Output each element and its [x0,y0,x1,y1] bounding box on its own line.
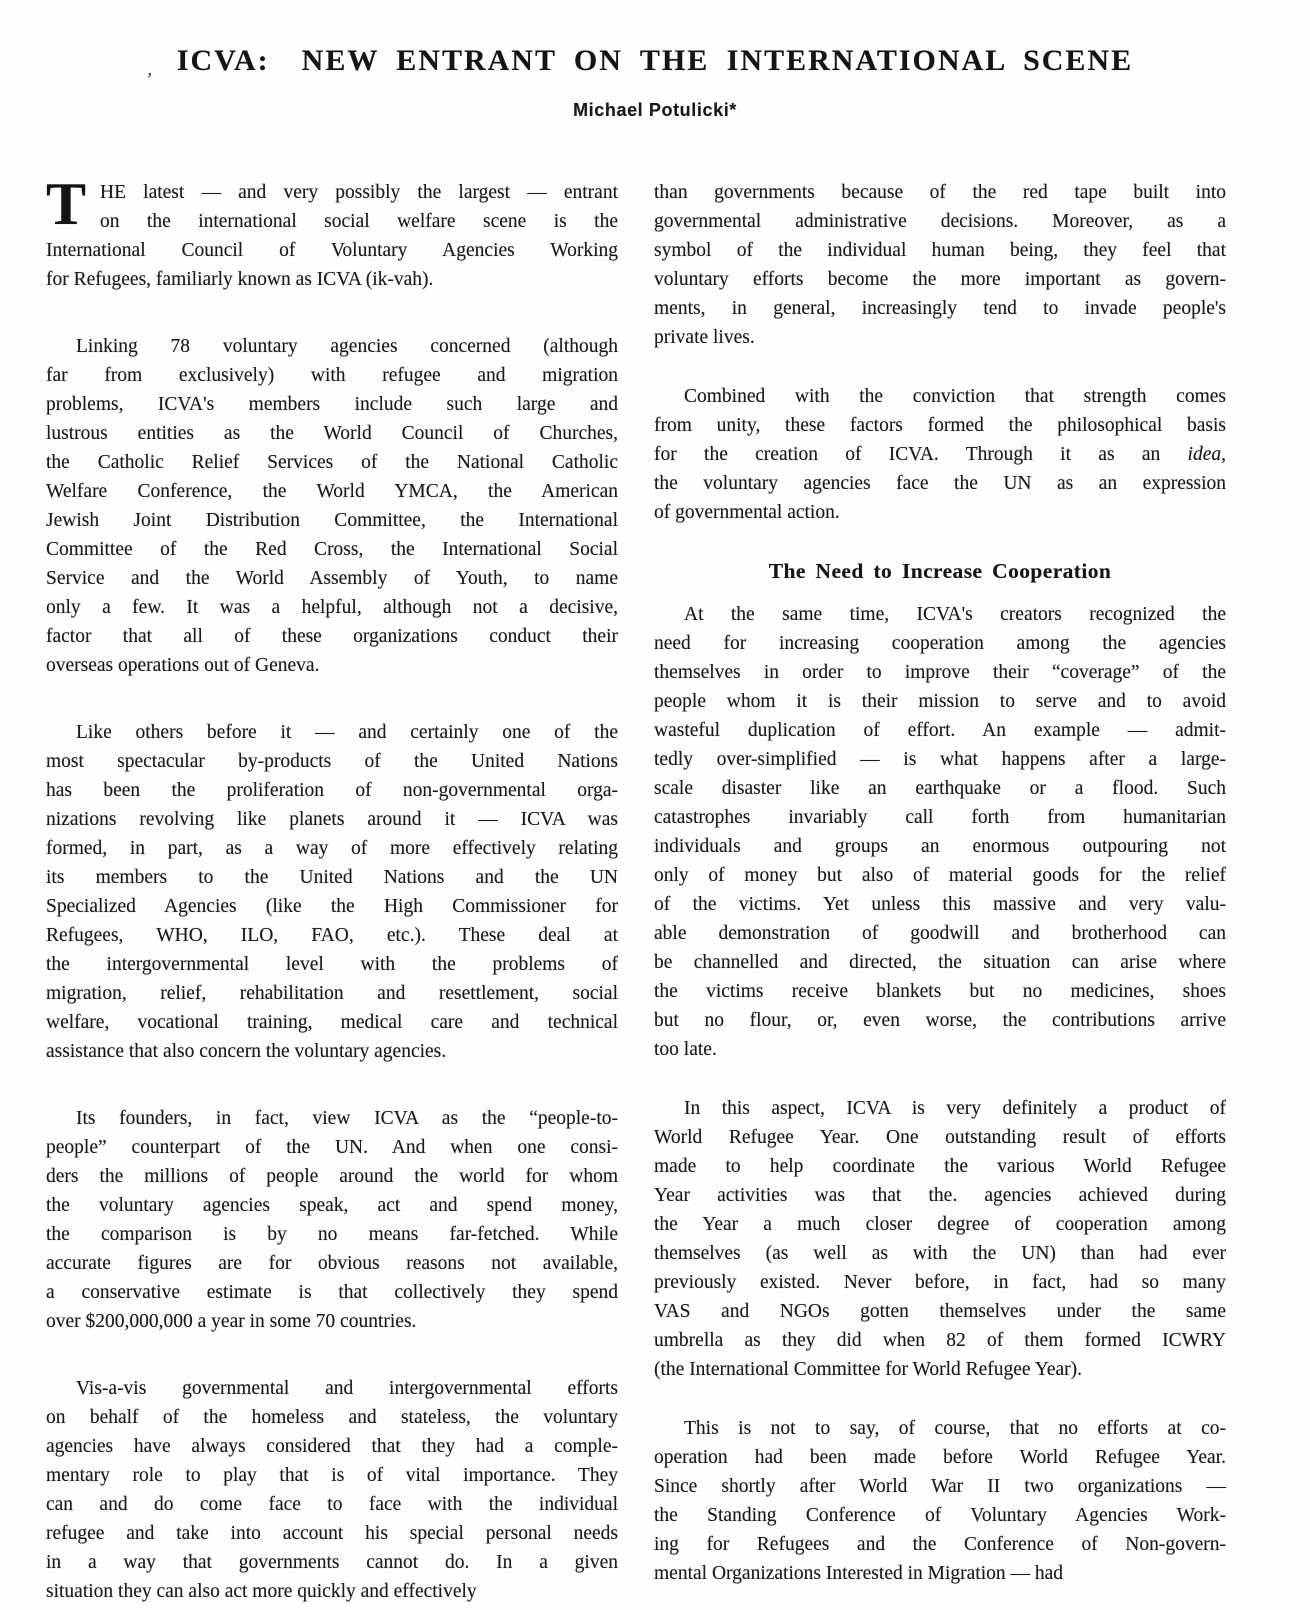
text-line: Combined with the conviction that strength comes [684,386,1226,407]
text-line: Like others before it — and certainly one of the [76,722,618,743]
text-line: nizations revolving like planets around it — ICVA was [46,809,618,830]
text-line: operation had been made before World Refugee Year. [654,1447,1226,1468]
paragraph [654,600,1226,1064]
text-line: has been the proliferation of non-governmental orga- [46,780,618,801]
text-line: welfare, vocational training, medical care and technical [46,1012,618,1033]
text-line: overseas operations out of Geneva. [46,655,320,676]
text-line: for the creation of ICVA. Through it as an idea, [654,444,1226,465]
text-line: for Refugees, familiarly known as ICVA (ik-vah). [46,269,434,290]
text-line: Year activities was that the. agencies achieved during [654,1185,1226,1206]
text-line: people” counterpart of the UN. And when one consi- [46,1137,618,1158]
text-line: umbrella as they did when 82 of them formed ICWRY [654,1330,1226,1351]
article-title: ICVA: NEW ENTRANT ON THE INTERNATIONAL SCENE [176,44,1134,77]
text-line: accurate figures are for obvious reasons not available, [46,1253,618,1274]
paragraph [46,171,618,294]
paragraph [654,1094,1226,1384]
text-line: VAS and NGOs gotten themselves under the same [654,1301,1226,1322]
text-line: people whom it is their mission to serve and to avoid [654,691,1226,712]
text-line: the Year a much closer degree of cooperation among [654,1214,1226,1235]
text-line: scale disaster like an earthquake or a flood. Such [654,778,1226,799]
paragraph [46,718,618,1066]
text-line: themselves in order to improve their “coverage” of the [654,662,1226,683]
text-line: Welfare Conference, the World YMCA, the American [46,481,618,502]
text-line: its members to the United Nations and the UN [46,867,618,888]
right-column [654,178,1226,1606]
text-line: This is not to say, of course, that no efforts at co- [684,1418,1226,1439]
text-line: of the victims. Yet unless this massive and very valu- [654,894,1226,915]
text-line: than governments because of the red tape built into [654,182,1226,203]
text-line: the victims receive blankets but no medicines, shoes [654,981,1226,1002]
text-line: refugee and take into account his special personal needs [46,1523,618,1544]
left-column [46,171,618,1606]
text-line: Its founders, in fact, view ICVA as the “people-to- [76,1108,618,1129]
text-line: Linking 78 voluntary agencies concerned (although [76,336,618,357]
text-line: can and do come face to face with the individual [46,1494,618,1515]
text-line: far from exclusively) with refugee and migration [46,365,618,386]
text-line: from unity, these factors formed the philosophical basis [654,415,1226,436]
text-line: ders the millions of people around the world for whom [46,1166,618,1187]
text-line: on the international social welfare scene is the [100,211,618,232]
text-line: a conservative estimate is that collectively they spend [46,1282,618,1303]
paragraph [46,1374,618,1606]
text-line: over $200,000,000 a year in some 70 countries. [46,1311,417,1332]
text-line: Committee of the Red Cross, the International Social [46,539,618,560]
text-line: voluntary efforts become the more important as govern- [654,269,1226,290]
paragraph [654,382,1226,527]
text-line: only a few. It was a helpful, although not a decisive, [46,597,618,618]
text-line: need for increasing cooperation among the agencies [654,633,1226,654]
paragraph [654,1414,1226,1588]
text-line: mental Organizations Interested in Migration — had [654,1563,1064,1584]
text-line: symbol of the individual human being, they feel that [654,240,1226,261]
text-line: ing for Refugees and the Conference of Non-govern- [654,1534,1226,1555]
text-line: but no flour, or, even worse, the contributions arrive [654,1010,1226,1031]
text-line: mentary role to play that is of vital importance. They [46,1465,618,1486]
text-line: themselves (as well as with the UN) than had ever [654,1243,1226,1264]
text-line: governmental administrative decisions. Moreover, as a [654,211,1226,232]
text-line: At the same time, ICVA's creators recognized the [684,604,1226,625]
text-line: on behalf of the homeless and stateless, the voluntary [46,1407,618,1428]
text-line: tedly over-simplified — is what happens after a large- [654,749,1226,770]
scan-artifact: , [146,57,155,81]
paragraph [46,1104,618,1336]
text-line: factor that all of these organizations conduct their [46,626,618,647]
text-line: HE latest — and very possibly the largest — entrant [100,182,618,203]
text-line: (the International Committee for World Refugee Year). [654,1359,1083,1380]
text-line: too late. [654,1039,717,1060]
drop-cap: T [46,171,87,237]
article-author: Michael Potulicki* [573,100,737,120]
text-line: assistance that also concern the voluntary agencies. [46,1041,447,1062]
article-body [46,171,1226,1606]
text-line: previously existed. Never before, in fact, had so many [654,1272,1226,1293]
text-line: be channelled and directed, the situation can arise where [654,952,1226,973]
text-line: private lives. [654,327,755,348]
text-line: Specialized Agencies (like the High Commissioner for [46,896,618,917]
text-line: Service and the World Assembly of Youth, to name [46,568,618,589]
text-line: catastrophes invariably call forth from humanitarian [654,807,1226,828]
text-line: the voluntary agencies speak, act and spend money, [46,1195,618,1216]
text-line: wasteful duplication of effort. An example — admit- [654,720,1226,741]
text-line: International Council of Voluntary Agencies Working [46,240,618,261]
text-line: in a way that governments cannot do. In a given [46,1552,618,1573]
text-line: Vis-a-vis governmental and intergovernmental efforts [76,1378,618,1399]
text-line: agencies have always considered that they had a comple- [46,1436,618,1457]
paragraph [654,178,1226,352]
text-line: the Catholic Relief Services of the National Catholic [46,452,618,473]
text-line: able demonstration of goodwill and brotherhood can [654,923,1226,944]
text-line: Jewish Joint Distribution Committee, the International [46,510,618,531]
text-line: situation they can also act more quickly and effectively [46,1581,477,1602]
text-line: made to help coordinate the various World Refugee [654,1156,1226,1177]
text-line: of governmental action. [654,502,840,523]
text-line: migration, relief, rehabilitation and resettlement, social [46,983,618,1004]
text-line: individuals and groups an enormous outpouring not [654,836,1226,857]
text-line: lustrous entities as the World Council of Churches, [46,423,618,444]
text-line: only of money but also of material goods for the relief [654,865,1226,886]
text-line: Refugees, WHO, ILO, FAO, etc.). These deal at [46,925,618,946]
text-line: Since shortly after World War II two organizations — [654,1476,1226,1497]
text-line: the voluntary agencies face the UN as an expression [654,473,1226,494]
text-line: most spectacular by-products of the United Nations [46,751,618,772]
text-line: formed, in part, as a way of more effectively relating [46,838,618,859]
text-line: problems, ICVA's members include such large and [46,394,618,415]
text-line: the comparison is by no means far-fetched. While [46,1224,618,1245]
paragraph [46,332,618,680]
text-line: the Standing Conference of Voluntary Agencies Work- [654,1505,1226,1526]
section-heading: The Need to Increase Cooperation [768,559,1112,583]
text-line: ments, in general, increasingly tend to invade people's [654,298,1226,319]
text-line: World Refugee Year. One outstanding result of efforts [654,1127,1226,1148]
text-line: the intergovernmental level with the problems of [46,954,618,975]
text-line: In this aspect, ICVA is very definitely a product of [684,1098,1226,1119]
